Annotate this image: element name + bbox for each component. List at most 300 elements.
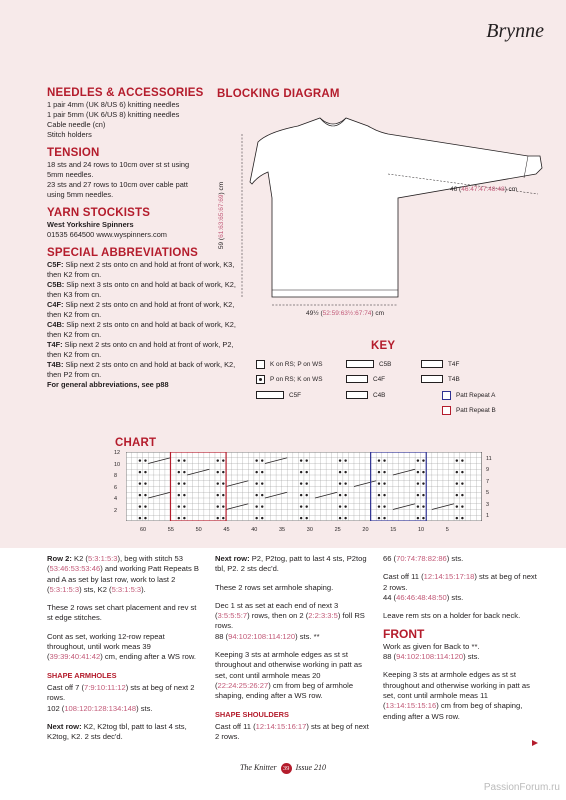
abbreviation-text: Slip next 3 sts onto cn and hold at back of work, K2, then K3 from cn. [47, 280, 236, 299]
purl-dot [183, 517, 185, 519]
column-number: 10 [418, 527, 425, 533]
patt-repeat-a-icon [442, 391, 451, 400]
size-values: 94:102:108:114:120 [396, 652, 464, 662]
instructions-col-3 [383, 554, 538, 730]
continue-arrow-icon [532, 740, 538, 746]
purl-dot [461, 494, 463, 496]
abbreviation-code: C4F: [47, 300, 64, 309]
dec-stitch-count [215, 632, 370, 642]
purl-dot [144, 494, 146, 496]
issue-number: Issue 210 [295, 763, 327, 772]
text-run: 66 ( [383, 554, 397, 563]
row-number: 8 [114, 473, 118, 479]
size-values: 22:24:25:26:27 [217, 680, 269, 690]
continue-instruction [47, 632, 202, 663]
t4b-symbol-icon [421, 375, 443, 383]
key-c5f-label: C5F [289, 391, 302, 399]
abbreviation-code: C5F: [47, 260, 64, 269]
purl-dot [417, 459, 419, 461]
key-patt-b-label: Patt Repeat B [456, 407, 496, 414]
purl-dot [339, 471, 341, 473]
purl-dot [300, 471, 302, 473]
purl-dot [261, 517, 263, 519]
purl-dot [383, 505, 385, 507]
width-sizes: 52:59:63½:67:74 [322, 310, 372, 317]
key-c4f [346, 375, 385, 383]
chart-title: CHART [115, 437, 157, 449]
needles-list [47, 100, 237, 140]
abbreviation-code: C5B: [47, 280, 65, 289]
shoulder-castoff [215, 722, 370, 743]
purl-dot [339, 517, 341, 519]
tension-line: using 5mm needles. [47, 190, 114, 199]
key-t4f [421, 360, 459, 368]
blocking-diagram-title: BLOCKING DIAGRAM [217, 88, 340, 100]
size-values: 2:2:3:3:5 [308, 611, 338, 621]
purl-dot [261, 494, 263, 496]
purl-dot [144, 505, 146, 507]
purl-dot [383, 517, 385, 519]
text-run: ) sts at beg of next 2 rows. [215, 721, 369, 742]
purl-dot [456, 482, 458, 484]
length-unit: ) cm [218, 181, 226, 195]
column-number: 5 [445, 527, 449, 533]
row-number: 9 [486, 467, 490, 474]
sleeve-unit: ) cm [504, 186, 518, 193]
text-run: Keeping 3 sts at armhole edges as st st throughout and otherwise working in patt as set, cont until armhole meas 20 ( [215, 650, 362, 690]
purl-dot [183, 505, 185, 507]
purl-dot [344, 505, 346, 507]
key-patt-b [442, 406, 496, 415]
purl-dot [456, 505, 458, 507]
text-run: Keeping 3 sts at armhole edges as st st throughout and otherwise working in patt as set, cont until armhole meas 11 ( [383, 670, 530, 711]
text-run: 102 ( [47, 703, 65, 713]
page-number: 39 [281, 763, 292, 774]
purl-dot [255, 517, 257, 519]
purl-dot [417, 494, 419, 496]
purl-dot [222, 505, 224, 507]
row-number: 5 [486, 490, 490, 497]
purl-dot [255, 494, 257, 496]
text-run: ) and working Patt Repeats B and A as set by last row, work to last 2 ( [47, 564, 199, 594]
row-label: Next row: [47, 721, 84, 731]
purl-dot [255, 505, 257, 507]
purl-dot [456, 459, 458, 461]
purl-dot [456, 517, 458, 519]
text-run: Cast off 7 ( [47, 682, 85, 692]
purl-dot [383, 471, 385, 473]
size-values: 7:9:10:11:12 [84, 682, 126, 692]
knit-symbol-icon [256, 360, 265, 369]
purl-dot [217, 494, 219, 496]
row-label: Row 2: [47, 554, 75, 563]
purl-dot [456, 494, 458, 496]
text-run: 88 ( [383, 652, 397, 662]
purl-dot [300, 459, 302, 461]
row-number: 3 [486, 501, 490, 508]
purl-dot [344, 494, 346, 496]
purl-dot [306, 471, 308, 473]
size-values: 53:46:53:53:46 [49, 564, 101, 574]
front-keeping-instruction [383, 670, 538, 721]
abbreviation-code: C4B: [47, 320, 65, 329]
length-measurement [218, 182, 225, 249]
general-abbreviations-note: For general abbreviations, see p88 [47, 380, 169, 389]
column-number: 35 [279, 527, 286, 533]
size-values: 94:102:108:114:120 [228, 631, 296, 641]
abbreviation-item [47, 360, 237, 380]
size-values: 13:14:15:15:16 [385, 701, 437, 711]
yarn-stockist-contact: 01535 664500 www.wyspinners.com [47, 230, 167, 239]
key-t4b [421, 375, 460, 383]
size-values: 3:5:5:5:7 [217, 611, 248, 621]
purl-dot [344, 459, 346, 461]
key-knit-label: K on RS; P on WS [270, 361, 323, 368]
column-number: 15 [390, 527, 397, 533]
purl-dot [178, 494, 180, 496]
purl-dot [461, 517, 463, 519]
sleeve-measurement [450, 186, 517, 193]
text-run: 88 ( [215, 631, 229, 641]
purl-dot [339, 459, 341, 461]
purl-dot [178, 459, 180, 461]
needle-item: Stitch holders [47, 130, 92, 139]
text-run: ) rows, then on 2 ( [247, 611, 309, 621]
purl-dot [378, 482, 380, 484]
key-knit [256, 360, 322, 369]
abbreviation-text: Slip next 2 sts onto cn and hold at back of work, K2, then P2 from cn. [47, 360, 236, 379]
purl-dot [344, 482, 346, 484]
left-info-column [47, 88, 237, 390]
size-values: 12:14:15:16:17 [255, 721, 307, 731]
purl-dot [461, 471, 463, 473]
text-run: Cont as set, working 12-row repeat throughout, until work meas 39 ( [47, 631, 165, 662]
purl-dot [306, 482, 308, 484]
purl-dot [144, 517, 146, 519]
text-run: 44 ( [383, 592, 397, 602]
purl-dot [422, 459, 424, 461]
abbreviation-item [47, 320, 237, 340]
purl-dot [339, 505, 341, 507]
purl-dot [417, 471, 419, 473]
abbreviation-code: T4B: [47, 360, 64, 369]
purl-dot [217, 517, 219, 519]
purl-dot [300, 482, 302, 484]
key-c5b-label: C5B [379, 360, 392, 368]
purl-dot [178, 505, 180, 507]
key-t4f-label: T4F [448, 360, 460, 368]
column-number: 20 [362, 527, 369, 533]
t4f-symbol-icon [421, 360, 443, 368]
purl-dot [306, 505, 308, 507]
purl-dot [261, 482, 263, 484]
pattern-name: Brynne [486, 20, 544, 42]
purl-dot [461, 482, 463, 484]
instructions-col-2 [215, 554, 370, 750]
key-c5b [346, 360, 391, 368]
page-footer [0, 763, 566, 774]
keeping-instruction [215, 650, 370, 701]
purl-dot [422, 517, 424, 519]
text-run: ). [141, 584, 146, 594]
purl-dot [261, 459, 263, 461]
purl-dot [139, 459, 141, 461]
purl-dot [378, 471, 380, 473]
needle-item: 1 pair 5mm (UK 6/US 8) knitting needles [47, 110, 180, 119]
text-run: Cast off 11 ( [215, 721, 256, 731]
row-number: 7 [486, 478, 490, 485]
front-heading: FRONT [383, 627, 425, 642]
instructions-col-1 [47, 554, 202, 750]
text-run: ) sts. [463, 652, 480, 662]
purl-dot [255, 459, 257, 461]
text-run: K2, K2tog tbl, patt to last 4 sts, K2tog, K2. 2 sts dec'd. [47, 721, 187, 742]
sweater-schematic [228, 112, 558, 327]
front-stitch-count [383, 652, 538, 662]
abbreviation-text: Slip next 2 sts onto cn and hold at front of work, K2, then K2 from cn. [47, 300, 235, 319]
needle-item: 1 pair 4mm (UK 8/US 6) knitting needles [47, 100, 180, 109]
needle-item: Cable needle (cn) [47, 120, 106, 129]
purl-dot [139, 482, 141, 484]
purl-dot [378, 459, 380, 461]
text-run: ) sts. [446, 592, 464, 602]
purl-dot [261, 471, 263, 473]
key-purl [256, 375, 322, 384]
abbreviation-item [47, 300, 237, 320]
abbreviation-text: Slip next 2 sts onto cn and hold at front of work, P2, then K2 from cn. [47, 340, 234, 359]
purl-dot [183, 459, 185, 461]
next-row-p2 [215, 554, 370, 575]
text-run: ) foll RS rows. [215, 611, 365, 631]
key-c4b [346, 391, 385, 399]
purl-dot [417, 505, 419, 507]
purl-dot [306, 517, 308, 519]
purl-dot [217, 482, 219, 484]
width-value: 49½ ( [306, 310, 323, 317]
tension-line: 23 sts and 27 rows to 10cm over cable patt [47, 180, 188, 189]
armhole-stitch-count [47, 704, 202, 714]
column-number: 25 [334, 527, 341, 533]
purl-dot [178, 471, 180, 473]
purl-dot [261, 505, 263, 507]
purl-dot [383, 459, 385, 461]
size-values: 70:74:78:82:86 [396, 554, 447, 563]
abbreviation-text: Slip next 2 sts onto cn and hold at front of work, K3, then K2 from cn. [47, 260, 235, 279]
purl-dot [344, 471, 346, 473]
key-purl-label: P on RS; K on WS [270, 376, 323, 383]
size-values: 5:3:1:5:3 [87, 554, 118, 563]
purl-dot [461, 505, 463, 507]
purl-dot [422, 471, 424, 473]
text-run: ) sts at beg of next 2 rows. [47, 682, 195, 703]
size-values: 5:3:1:5:3 [49, 584, 80, 594]
purl-dot [378, 505, 380, 507]
tension-line: 5mm needles. [47, 170, 94, 179]
purl-dot [255, 482, 257, 484]
width-unit: ) cm [371, 310, 385, 317]
purl-dot [178, 482, 180, 484]
sleeve-value: 46 ( [450, 186, 462, 193]
key-patt-a [442, 391, 495, 400]
key-c4f-label: C4F [373, 375, 386, 383]
purl-dot [183, 471, 185, 473]
abbreviations-list [47, 260, 237, 380]
row-number: 11 [486, 455, 492, 462]
purl-dot [139, 494, 141, 496]
key-c4b-label: C4B [373, 391, 386, 399]
purl-dot [183, 494, 185, 496]
purl-dot [417, 482, 419, 484]
needles-heading: NEEDLES & ACCESSORIES [47, 87, 204, 99]
purl-dot [217, 471, 219, 473]
purl-dot [144, 471, 146, 473]
purl-dot [222, 482, 224, 484]
abbreviation-code: T4F: [47, 340, 63, 349]
sweater-outline [250, 118, 542, 297]
text-run: ) sts. [136, 703, 153, 713]
text-run: K2 ( [74, 554, 88, 563]
column-number: 50 [195, 527, 202, 533]
size-values: 12:14:15:17:18 [423, 572, 475, 582]
purl-dot [378, 517, 380, 519]
size-values: 46:46:48:48:50 [396, 592, 447, 602]
row-number: 10 [114, 461, 121, 468]
dec-instruction [215, 601, 370, 632]
purl-dot [139, 471, 141, 473]
purl-dot [383, 494, 385, 496]
row-number: 12 [114, 450, 121, 456]
tension-list [47, 160, 237, 200]
row-number: 4 [114, 496, 118, 502]
purl-dot [339, 494, 341, 496]
purl-dot [417, 517, 419, 519]
sleeve-sizes: 46:47:47:48:48 [461, 186, 505, 193]
text-run: Cast off 11 ( [383, 572, 424, 582]
text-run: ) sts at beg of next 2 rows. [383, 572, 537, 592]
text-run: ) cm from beg of armhole shaping, ending after a WS row. [215, 680, 354, 701]
watermark-text: PassionForum.ru [483, 782, 560, 793]
purl-dot [300, 505, 302, 507]
purl-dot [300, 517, 302, 519]
stitch-chart-grid [126, 452, 482, 521]
tension-heading: TENSION [47, 147, 100, 159]
purl-dot [222, 517, 224, 519]
row-label: Next row: [215, 554, 252, 563]
shape-armholes-heading: SHAPE ARMHOLES [47, 670, 117, 680]
key-t4b-label: T4B [448, 375, 460, 383]
purl-dot [306, 494, 308, 496]
key-heading: KEY [371, 340, 396, 352]
front-instruction: Work as given for Back to **. [383, 641, 480, 651]
shoulder-stitch-count [383, 554, 538, 564]
purl-dot [422, 494, 424, 496]
text-run: ) sts. [446, 554, 464, 563]
size-values: 108:120:128:134:148 [64, 703, 137, 713]
yarn-heading: YARN STOCKISTS [47, 207, 151, 219]
purl-dot [217, 459, 219, 461]
row2-instruction [47, 554, 202, 595]
purl-dot [344, 517, 346, 519]
purl-symbol-icon [256, 375, 265, 384]
abbreviations-heading: SPECIAL ABBREVIATIONS [47, 247, 198, 259]
armhole-castoff [47, 683, 202, 704]
second-castoff [383, 572, 538, 593]
armhole-shaping-note: These 2 rows set armhole shaping. [215, 582, 334, 592]
text-run: Dec 1 st as set at each end of next 3 ( [215, 600, 339, 621]
next-row-k2 [47, 722, 202, 743]
size-values: 5:3:1:5:3 [111, 584, 142, 594]
purl-dot [422, 505, 424, 507]
text-run: P2, P2tog, patt to last 4 sts, P2tog tbl, P2. 2 sts dec'd. [215, 554, 367, 574]
abbreviation-text: Slip next 2 sts onto cn and hold at back of work, K2, then K2 from cn. [47, 320, 236, 339]
c4b-symbol-icon [346, 391, 368, 399]
key-patt-a-label: Patt Repeat A [456, 392, 496, 399]
purl-dot [144, 459, 146, 461]
key-c5f [256, 391, 301, 399]
purl-dot [144, 482, 146, 484]
purl-dot [255, 471, 257, 473]
column-number: 55 [167, 527, 174, 533]
purl-dot [183, 482, 185, 484]
purl-dot [139, 517, 141, 519]
purl-dot [217, 505, 219, 507]
length-sizes: 61:63:65:67:69 [218, 194, 226, 238]
text-run: ), beg with stitch 53 ( [47, 554, 183, 574]
row-number: 2 [114, 507, 118, 514]
purl-dot [300, 494, 302, 496]
purl-dot [139, 505, 141, 507]
column-number: 60 [140, 527, 147, 533]
purl-dot [222, 459, 224, 461]
size-values: 39:39:40:41:42 [49, 652, 101, 662]
row-number: 1 [486, 513, 490, 520]
tension-line: 18 sts and 24 rows to 10cm over st st using [47, 160, 190, 169]
purl-dot [461, 459, 463, 461]
abbreviation-item [47, 280, 237, 300]
abbreviation-item [47, 260, 237, 280]
yarn-stockist-name: West Yorkshire Spinners [47, 220, 134, 229]
width-measurement [306, 310, 384, 317]
column-number: 30 [306, 527, 313, 533]
purl-dot [378, 494, 380, 496]
c5f-symbol-icon [256, 391, 284, 399]
text-run: ) cm from beg of shaping, ending after a WS row. [383, 701, 523, 721]
text-run: ) cm, ending after a WS row. [100, 652, 197, 662]
column-number: 40 [251, 527, 258, 533]
purl-dot [456, 471, 458, 473]
holder-note: Leave rem sts on a holder for back neck. [383, 611, 521, 621]
text-run: ) sts, K2 ( [79, 584, 112, 594]
purl-dot [306, 459, 308, 461]
abbreviation-item [47, 340, 237, 360]
back-neck-stitch-count [383, 593, 538, 603]
column-number: 45 [223, 527, 230, 533]
c5b-symbol-icon [346, 360, 374, 368]
purl-dot [383, 482, 385, 484]
purl-dot [178, 517, 180, 519]
shape-shoulders-heading: SHAPE SHOULDERS [215, 709, 289, 719]
text-run: ) sts. ** [295, 631, 320, 641]
row-number: 6 [114, 484, 118, 491]
purl-dot [222, 494, 224, 496]
length-value: 59 ( [218, 237, 226, 250]
purl-dot [222, 471, 224, 473]
patt-repeat-b-icon [442, 406, 451, 415]
purl-dot [422, 482, 424, 484]
c4f-symbol-icon [346, 375, 368, 383]
magazine-name: The Knitter [239, 763, 277, 772]
purl-dot [339, 482, 341, 484]
